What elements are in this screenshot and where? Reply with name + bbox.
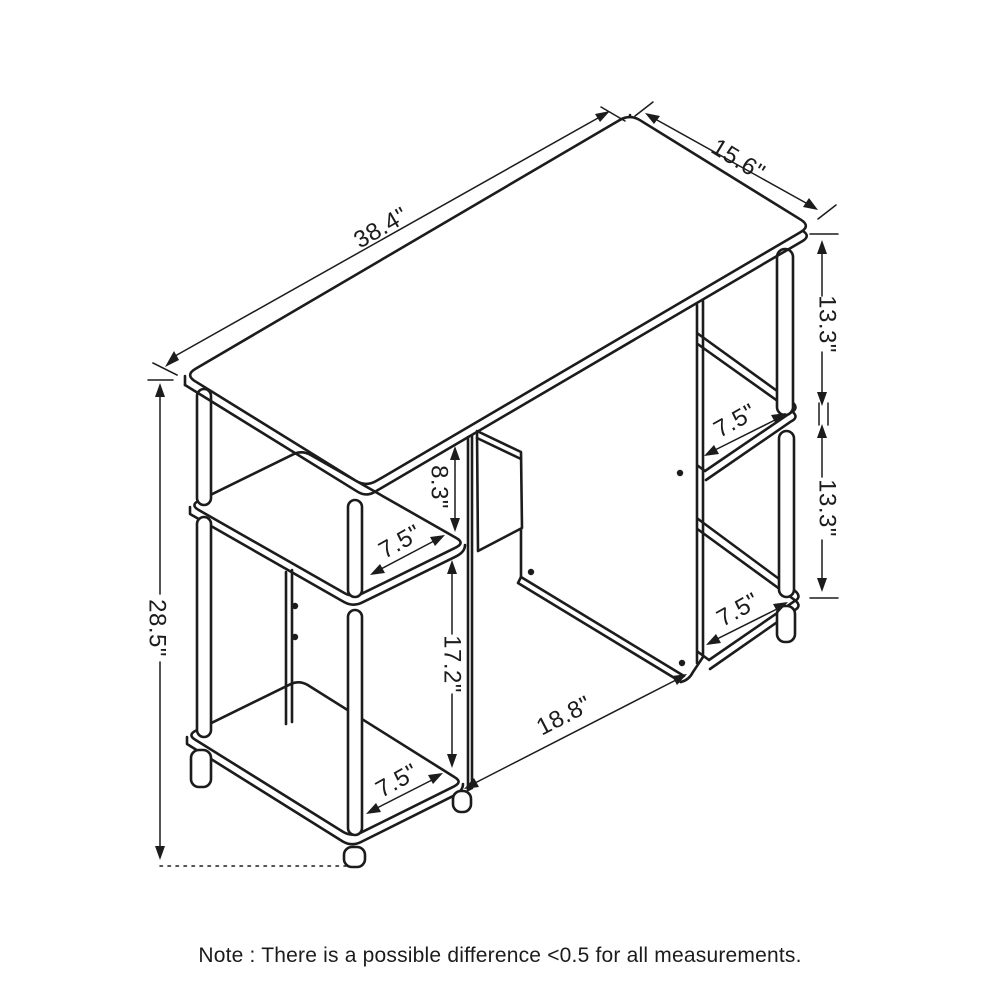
left-lower-clearance-label: 17.2" xyxy=(438,635,466,693)
dimension-left-lower-clearance xyxy=(439,560,466,768)
divider-board xyxy=(468,436,472,790)
left-bottom-shelf xyxy=(191,682,458,834)
cam-screw-dot xyxy=(679,660,685,666)
left-shelf-unit xyxy=(187,452,465,844)
overall-height-label: 28.5" xyxy=(143,599,171,657)
right-foot xyxy=(777,606,795,642)
right-front-leg-lower xyxy=(779,431,794,597)
left-back-leg-upper xyxy=(197,389,211,505)
dimension-right-upper-clearance xyxy=(810,234,841,425)
cam-screw-dot xyxy=(528,569,534,575)
cam-screw-dot xyxy=(292,603,298,609)
right-upper-shelf-label: 7.5" xyxy=(709,398,761,444)
measurement-note: Note : There is a possible difference <0.5 for all measurements. xyxy=(198,944,802,967)
left-middle-shelf-label: 7.5" xyxy=(374,519,426,565)
left-back-leg-lower xyxy=(197,517,211,737)
cam-screw-dot xyxy=(677,470,683,476)
left-bottom-shelf-label: 7.5" xyxy=(371,758,423,804)
left-front-leg-lower xyxy=(348,610,362,835)
bottom-span-label: 18.8" xyxy=(532,690,596,742)
left-back-foot xyxy=(191,750,211,787)
dimension-right-lower-clearance xyxy=(810,424,841,598)
center-divider xyxy=(468,431,522,790)
desktop-depth-label: 15.6" xyxy=(706,133,770,187)
right-front-leg-upper xyxy=(777,249,793,415)
right-upper-clearance-label: 13.3" xyxy=(813,295,841,353)
right-lower-clearance-label: 13.3" xyxy=(813,479,841,537)
desktop-length-label: 38.4" xyxy=(349,201,413,255)
under-desktop-clearance-label: 8.3" xyxy=(425,465,453,509)
left-front-leg-upper xyxy=(348,500,362,597)
left-front-foot xyxy=(344,847,365,867)
right-lower-shelf-label: 7.5" xyxy=(712,587,764,633)
cam-screw-dot xyxy=(292,634,298,640)
dimension-bottom-span xyxy=(464,674,687,789)
left-inner-foot xyxy=(453,791,471,812)
